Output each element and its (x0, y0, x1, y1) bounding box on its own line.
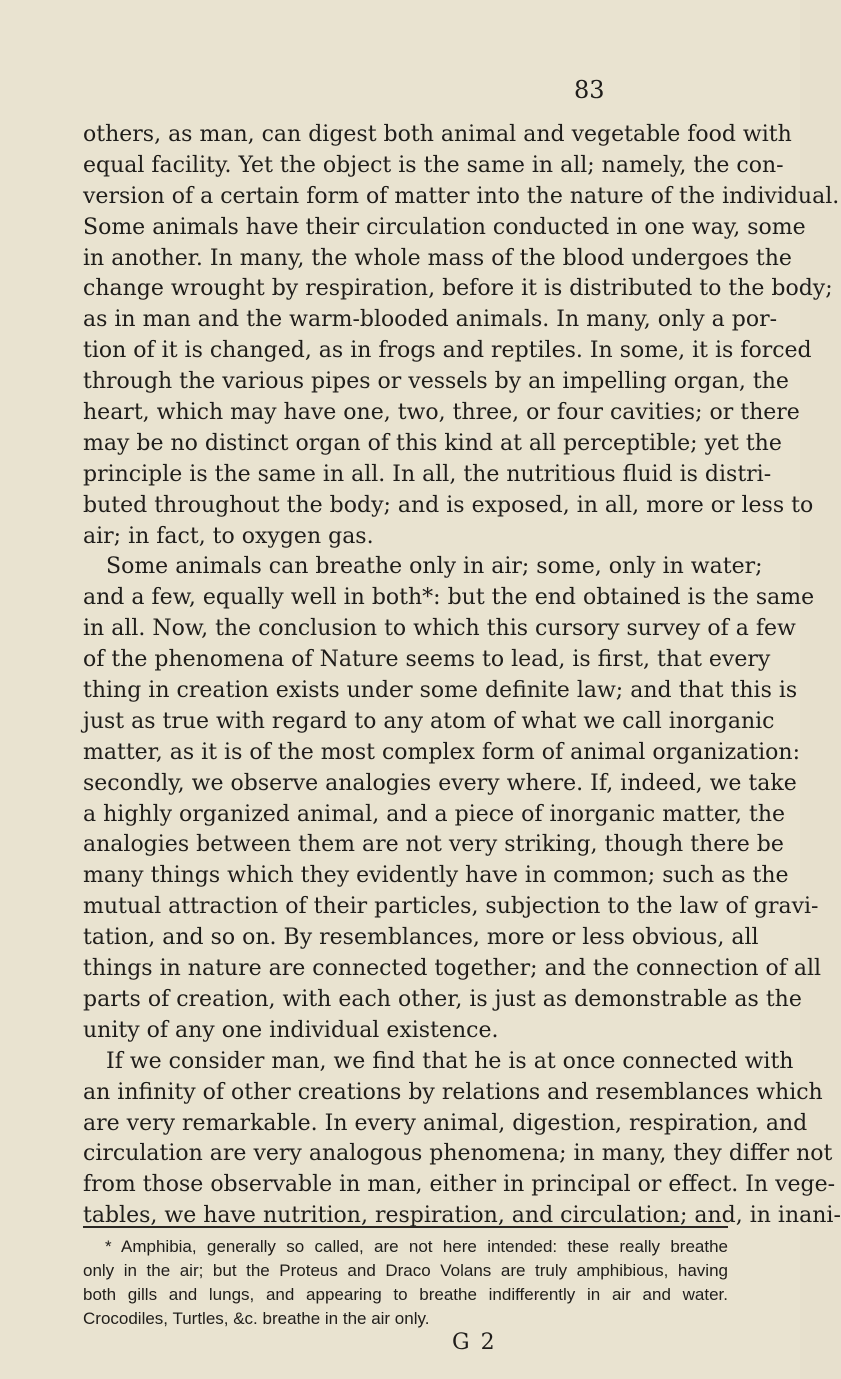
text-line: thing in creation exists under some definite law; and that this is (83, 678, 798, 704)
text-line: in another. In many, the whole mass of the blood undergoes the (83, 245, 792, 271)
text-line: many things which they evidently have in common; such as the (83, 863, 789, 889)
text-line: others, as man, can digest both animal and vegetable food with (83, 122, 792, 147)
text-line: an infinity of other creations by relations and resemblances which (83, 1079, 823, 1105)
text-line: heart, which may have one, two, three, or four cavities; or there (83, 400, 800, 426)
text-line: through the various pipes or vessels by an impelling organ, the (83, 369, 789, 395)
text-line: parts of creation, with each other, is just as demonstrable as the (83, 986, 802, 1012)
text-line: tion of it is changed, as in frogs and reptiles. In some, it is forced (83, 338, 812, 364)
text-line: version of a certain form of matter into the nature of the individual. (83, 183, 840, 209)
footnote-line: both gills and lungs, and appearing to breathe indifferently in air and water. (83, 1285, 728, 1304)
text-line: from those observable in man, either in principal or effect. In vege- (83, 1172, 836, 1198)
signature-mark: G 2 (452, 1330, 497, 1355)
text-line: tation, and so on. By resemblances, more or less obvious, all (83, 925, 759, 951)
text-line: tables, we have nutrition, respiration, and circulation; and, in inani- (83, 1203, 841, 1229)
text-line: circulation are very analogous phenomena; in many, they differ not (83, 1141, 833, 1167)
text-line: Some animals can breathe only in air; some, only in water; (106, 554, 763, 580)
text-line: in all. Now, the conclusion to which this cursory survey of a few (83, 616, 796, 642)
footnote-divider (83, 1226, 728, 1228)
text-line: analogies between them are not very striking, though there be (83, 832, 784, 858)
text-line: change wrought by respiration, before it is distributed to the body; (83, 276, 833, 302)
text-line: air; in fact, to oxygen gas. (83, 523, 374, 549)
text-line: equal facility. Yet the object is the same in all; namely, the con- (83, 152, 784, 178)
footnote (83, 1235, 728, 1331)
text-line: buted throughout the body; and is exposed, in all, more or less to (83, 492, 814, 518)
footnote-line: * Amphibia, generally so called, are not here intended: these really breathe (105, 1237, 728, 1256)
text-line: are very remarkable. In every animal, digestion, respiration, and (83, 1110, 808, 1136)
text-line: and a few, equally well in both*: but the end obtained is the same (83, 585, 815, 611)
text-line: mutual attraction of their particles, subjection to the law of gravi- (83, 894, 819, 920)
text-line: secondly, we observe analogies every where. If, indeed, we take (83, 770, 797, 796)
text-line: things in nature are connected together; and the connection of all (83, 956, 822, 982)
text-line: principle is the same in all. In all, the nutritious fluid is distri- (83, 461, 772, 487)
text-line: of the phenomena of Nature seems to lead, is first, that every (83, 647, 771, 673)
text-line: matter, as it is of the most complex form of animal organization: (83, 739, 800, 765)
text-line: as in man and the warm-blooded animals. In many, only a por- (83, 307, 778, 333)
page-number: 83 (574, 76, 605, 104)
text-line: unity of any one individual existence. (83, 1017, 499, 1043)
text-line: may be no distinct organ of this kind at all perceptible; yet the (83, 430, 782, 456)
footnote-line: only in the air; but the Proteus and Draco Volans are truly amphibious, having (83, 1261, 728, 1280)
text-line: Some animals have their circulation conducted in one way, some (83, 214, 806, 240)
footnote-line: Crocodiles, Turtles, &c. breathe in the air only. (83, 1309, 430, 1328)
text-line: a highly organized animal, and a piece of inorganic matter, the (83, 801, 786, 827)
body-text (83, 120, 841, 1232)
text-line: just as true with regard to any atom of what we call inorganic (83, 708, 775, 734)
text-line: If we consider man, we find that he is at once connected with (106, 1048, 794, 1074)
